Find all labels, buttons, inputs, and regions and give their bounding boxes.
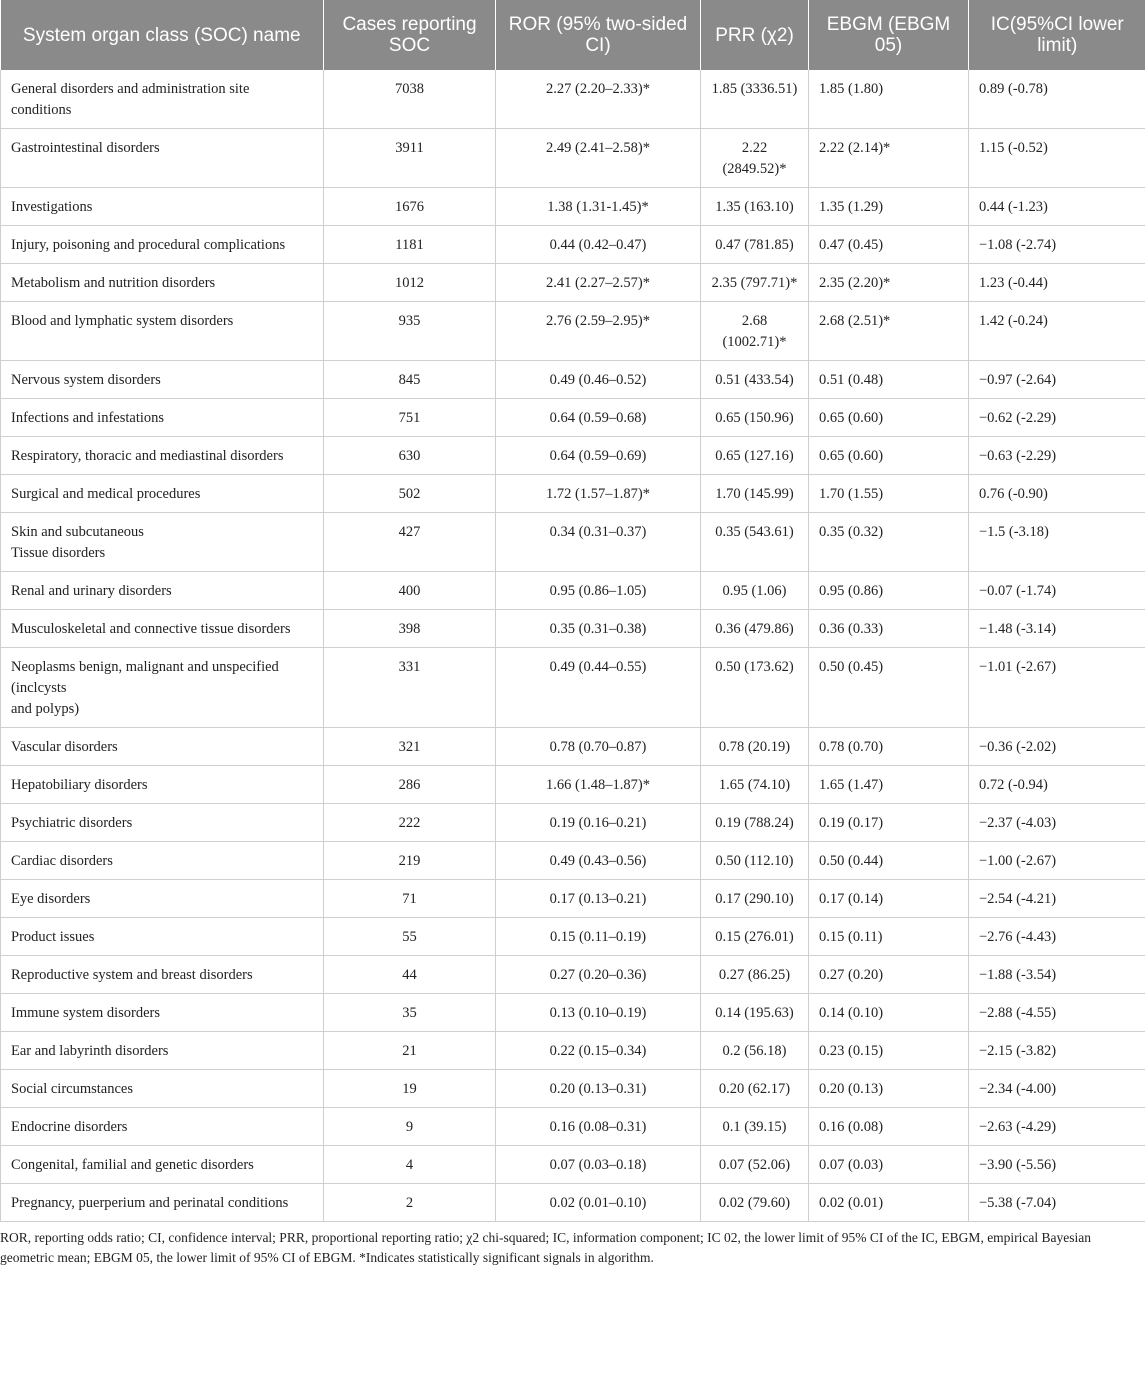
ror-cell: 0.20 (0.13–0.31): [496, 1070, 701, 1108]
ebgm-cell: 0.78 (0.70): [809, 728, 969, 766]
prr-cell: 0.95 (1.06): [701, 572, 809, 610]
ebgm-cell: 0.14 (0.10): [809, 994, 969, 1032]
ebgm-cell: 0.20 (0.13): [809, 1070, 969, 1108]
soc-cell: Immune system disorders: [1, 994, 324, 1032]
prr-cell: 0.1 (39.15): [701, 1108, 809, 1146]
soc-cell: Blood and lymphatic system disorders: [1, 302, 324, 361]
ic-cell: −2.88 (-4.55): [969, 994, 1145, 1032]
cases-cell: 751: [324, 399, 496, 437]
ror-cell: 0.49 (0.46–0.52): [496, 361, 701, 399]
table-row: [1, 766, 1145, 804]
soc-cell: Pregnancy, puerperium and perinatal conditions: [1, 1184, 324, 1222]
soc-cell: Surgical and medical procedures: [1, 475, 324, 513]
table-row: [1, 880, 1145, 918]
ror-cell: 0.22 (0.15–0.34): [496, 1032, 701, 1070]
cases-cell: 9: [324, 1108, 496, 1146]
table-row: [1, 129, 1145, 188]
table-row: [1, 226, 1145, 264]
table-footnote: ROR, reporting odds ratio; CI, confidence interval; PRR, proportional reporting ratio; χ2 chi-squared; IC, information component; IC 02, the lower limit of 95% CI of the IC, EBGM, empirical Bayesian geometric mean; EBGM 05, the lower limit of 95% CI of EBGM. *Indicates statistically significant signals in algorithm.: [0, 1230, 1092, 1265]
cases-cell: 2: [324, 1184, 496, 1222]
table-row: [1, 513, 1145, 572]
prr-cell: 0.15 (276.01): [701, 918, 809, 956]
prr-cell: 0.51 (433.54): [701, 361, 809, 399]
soc-cell: Metabolism and nutrition disorders: [1, 264, 324, 302]
ic-cell: −1.08 (-2.74): [969, 226, 1145, 264]
prr-cell: 0.78 (20.19): [701, 728, 809, 766]
cases-cell: 398: [324, 610, 496, 648]
ebgm-cell: 2.22 (2.14)*: [809, 129, 969, 188]
cases-cell: 21: [324, 1032, 496, 1070]
soc-cell: Musculoskeletal and connective tissue disorders: [1, 610, 324, 648]
cases-cell: 7038: [324, 70, 496, 129]
table-row: [1, 399, 1145, 437]
table-row: [1, 1032, 1145, 1070]
table-row: [1, 437, 1145, 475]
ror-cell: 0.64 (0.59–0.69): [496, 437, 701, 475]
soc-cell: Ear and labyrinth disorders: [1, 1032, 324, 1070]
ebgm-cell: 0.16 (0.08): [809, 1108, 969, 1146]
ror-cell: 0.34 (0.31–0.37): [496, 513, 701, 572]
ebgm-cell: 1.35 (1.29): [809, 188, 969, 226]
ic-cell: −2.54 (-4.21): [969, 880, 1145, 918]
ic-cell: −0.63 (-2.29): [969, 437, 1145, 475]
table-row: [1, 610, 1145, 648]
table-row: [1, 918, 1145, 956]
table-row: [1, 475, 1145, 513]
ror-cell: 0.02 (0.01–0.10): [496, 1184, 701, 1222]
ebgm-cell: 0.36 (0.33): [809, 610, 969, 648]
prr-cell: 0.17 (290.10): [701, 880, 809, 918]
cases-cell: 286: [324, 766, 496, 804]
prr-cell: 2.35 (797.71)*: [701, 264, 809, 302]
ebgm-cell: 0.47 (0.45): [809, 226, 969, 264]
cases-cell: 935: [324, 302, 496, 361]
ebgm-cell: 2.35 (2.20)*: [809, 264, 969, 302]
ebgm-cell: 0.50 (0.44): [809, 842, 969, 880]
ebgm-cell: 1.65 (1.47): [809, 766, 969, 804]
ic-cell: 1.23 (-0.44): [969, 264, 1145, 302]
ebgm-cell: 0.50 (0.45): [809, 648, 969, 728]
prr-cell: 0.02 (79.60): [701, 1184, 809, 1222]
ror-cell: 2.41 (2.27–2.57)*: [496, 264, 701, 302]
cases-cell: 1181: [324, 226, 496, 264]
ebgm-cell: 0.65 (0.60): [809, 437, 969, 475]
header-row: [1, 0, 1145, 70]
soc-cell: Infections and infestations: [1, 399, 324, 437]
table-row: [1, 842, 1145, 880]
soc-cell: Skin and subcutaneous Tissue disorders: [1, 513, 324, 572]
cases-cell: 1676: [324, 188, 496, 226]
prr-cell: 1.85 (3336.51): [701, 70, 809, 129]
table-row: [1, 956, 1145, 994]
cases-cell: 4: [324, 1146, 496, 1184]
ror-cell: 1.66 (1.48–1.87)*: [496, 766, 701, 804]
ebgm-cell: 0.27 (0.20): [809, 956, 969, 994]
ror-cell: 0.44 (0.42–0.47): [496, 226, 701, 264]
ic-cell: 0.76 (-0.90): [969, 475, 1145, 513]
cases-cell: 222: [324, 804, 496, 842]
ic-cell: −5.38 (-7.04): [969, 1184, 1145, 1222]
ror-cell: 0.95 (0.86–1.05): [496, 572, 701, 610]
ebgm-cell: 0.65 (0.60): [809, 399, 969, 437]
ror-cell: 0.07 (0.03–0.18): [496, 1146, 701, 1184]
ic-cell: −2.76 (-4.43): [969, 918, 1145, 956]
ebgm-cell: 0.17 (0.14): [809, 880, 969, 918]
prr-cell: 1.35 (163.10): [701, 188, 809, 226]
cases-cell: 219: [324, 842, 496, 880]
soc-cell: Renal and urinary disorders: [1, 572, 324, 610]
ebgm-cell: 1.70 (1.55): [809, 475, 969, 513]
table-row: [1, 188, 1145, 226]
ror-cell: 1.38 (1.31-1.45)*: [496, 188, 701, 226]
ror-cell: 0.27 (0.20–0.36): [496, 956, 701, 994]
ic-cell: −1.01 (-2.67): [969, 648, 1145, 728]
ic-cell: −0.07 (-1.74): [969, 572, 1145, 610]
soc-cell: Eye disorders: [1, 880, 324, 918]
ebgm-cell: 0.02 (0.01): [809, 1184, 969, 1222]
ic-cell: −1.88 (-3.54): [969, 956, 1145, 994]
soc-cell: Social circumstances: [1, 1070, 324, 1108]
ebgm-cell: 0.07 (0.03): [809, 1146, 969, 1184]
ror-cell: 0.19 (0.16–0.21): [496, 804, 701, 842]
ror-cell: 0.16 (0.08–0.31): [496, 1108, 701, 1146]
soc-cell: Investigations: [1, 188, 324, 226]
soc-cell: Respiratory, thoracic and mediastinal disorders: [1, 437, 324, 475]
ebgm-cell: 0.95 (0.86): [809, 572, 969, 610]
soc-cell: General disorders and administration site conditions: [1, 70, 324, 129]
ror-cell: 0.64 (0.59–0.68): [496, 399, 701, 437]
ic-cell: 1.15 (-0.52): [969, 129, 1145, 188]
table-row: [1, 1184, 1145, 1222]
header-ic: IC(95%CI lower limit): [969, 0, 1145, 70]
header-prr: PRR (χ2): [701, 0, 809, 70]
cases-cell: 630: [324, 437, 496, 475]
cases-cell: 427: [324, 513, 496, 572]
ebgm-cell: 0.15 (0.11): [809, 918, 969, 956]
ic-cell: 0.89 (-0.78): [969, 70, 1145, 129]
header-cases: Cases reporting SOC: [324, 0, 496, 70]
header-ebgm: EBGM (EBGM 05): [809, 0, 969, 70]
ebgm-cell: 2.68 (2.51)*: [809, 302, 969, 361]
table-header: [1, 0, 1145, 70]
prr-cell: 0.65 (150.96): [701, 399, 809, 437]
soc-cell: Gastrointestinal disorders: [1, 129, 324, 188]
table-row: [1, 361, 1145, 399]
prr-cell: 0.50 (173.62): [701, 648, 809, 728]
cases-cell: 1012: [324, 264, 496, 302]
table-row: [1, 70, 1145, 129]
soc-cell: Hepatobiliary disorders: [1, 766, 324, 804]
prr-cell: 0.36 (479.86): [701, 610, 809, 648]
cases-cell: 19: [324, 1070, 496, 1108]
ic-cell: −2.37 (-4.03): [969, 804, 1145, 842]
ic-cell: −3.90 (-5.56): [969, 1146, 1145, 1184]
soc-cell: Nervous system disorders: [1, 361, 324, 399]
ic-cell: −1.00 (-2.67): [969, 842, 1145, 880]
prr-cell: 0.19 (788.24): [701, 804, 809, 842]
prr-cell: 0.47 (781.85): [701, 226, 809, 264]
ror-cell: 1.72 (1.57–1.87)*: [496, 475, 701, 513]
ebgm-cell: 0.51 (0.48): [809, 361, 969, 399]
header-soc: System organ class (SOC) name: [1, 0, 324, 70]
ic-cell: −2.15 (-3.82): [969, 1032, 1145, 1070]
soc-cell: Injury, poisoning and procedural complications: [1, 226, 324, 264]
cases-cell: 845: [324, 361, 496, 399]
cases-cell: 331: [324, 648, 496, 728]
ic-cell: 0.72 (-0.94): [969, 766, 1145, 804]
ror-cell: 0.78 (0.70–0.87): [496, 728, 701, 766]
prr-cell: 0.27 (86.25): [701, 956, 809, 994]
ror-cell: 0.35 (0.31–0.38): [496, 610, 701, 648]
prr-cell: 2.68 (1002.71)*: [701, 302, 809, 361]
ebgm-cell: 0.19 (0.17): [809, 804, 969, 842]
soc-cell: Vascular disorders: [1, 728, 324, 766]
cases-cell: 3911: [324, 129, 496, 188]
prr-cell: 0.2 (56.18): [701, 1032, 809, 1070]
ic-cell: −2.63 (-4.29): [969, 1108, 1145, 1146]
soc-cell: Product issues: [1, 918, 324, 956]
cases-cell: 44: [324, 956, 496, 994]
cases-cell: 400: [324, 572, 496, 610]
ic-cell: −0.97 (-2.64): [969, 361, 1145, 399]
table-row: [1, 1070, 1145, 1108]
table-row: [1, 994, 1145, 1032]
prr-cell: 0.65 (127.16): [701, 437, 809, 475]
ic-cell: −1.5 (-3.18): [969, 513, 1145, 572]
soc-cell: Neoplasms benign, malignant and unspecified (inclcysts and polyps): [1, 648, 324, 728]
prr-cell: 2.22 (2849.52)*: [701, 129, 809, 188]
table-row: [1, 572, 1145, 610]
ror-cell: 0.49 (0.43–0.56): [496, 842, 701, 880]
ror-cell: 2.76 (2.59–2.95)*: [496, 302, 701, 361]
prr-cell: 0.35 (543.61): [701, 513, 809, 572]
ror-cell: 0.15 (0.11–0.19): [496, 918, 701, 956]
ror-cell: 0.13 (0.10–0.19): [496, 994, 701, 1032]
header-ror: ROR (95% two-sided CI): [496, 0, 701, 70]
table-row: [1, 648, 1145, 728]
ebgm-cell: 0.35 (0.32): [809, 513, 969, 572]
prr-cell: 1.65 (74.10): [701, 766, 809, 804]
cases-cell: 321: [324, 728, 496, 766]
cases-cell: 35: [324, 994, 496, 1032]
prr-cell: 0.50 (112.10): [701, 842, 809, 880]
ic-cell: −2.34 (-4.00): [969, 1070, 1145, 1108]
soc-cell: Psychiatric disorders: [1, 804, 324, 842]
soc-cell: Congenital, familial and genetic disorders: [1, 1146, 324, 1184]
ebgm-cell: 0.23 (0.15): [809, 1032, 969, 1070]
table-row: [1, 1146, 1145, 1184]
cases-cell: 502: [324, 475, 496, 513]
soc-cell: Reproductive system and breast disorders: [1, 956, 324, 994]
prr-cell: 0.07 (52.06): [701, 1146, 809, 1184]
ic-cell: 0.44 (-1.23): [969, 188, 1145, 226]
ror-cell: 0.49 (0.44–0.55): [496, 648, 701, 728]
cases-cell: 55: [324, 918, 496, 956]
table-row: [1, 1108, 1145, 1146]
table-row: [1, 264, 1145, 302]
table-body: [1, 70, 1145, 1222]
prr-cell: 0.20 (62.17): [701, 1070, 809, 1108]
ic-cell: −0.36 (-2.02): [969, 728, 1145, 766]
table-row: [1, 804, 1145, 842]
soc-cell: Endocrine disorders: [1, 1108, 324, 1146]
ic-cell: 1.42 (-0.24): [969, 302, 1145, 361]
ic-cell: −0.62 (-2.29): [969, 399, 1145, 437]
ror-cell: 0.17 (0.13–0.21): [496, 880, 701, 918]
ror-cell: 2.49 (2.41–2.58)*: [496, 129, 701, 188]
ror-cell: 2.27 (2.20–2.33)*: [496, 70, 701, 129]
cases-cell: 71: [324, 880, 496, 918]
prr-cell: 0.14 (195.63): [701, 994, 809, 1032]
ebgm-cell: 1.85 (1.80): [809, 70, 969, 129]
prr-cell: 1.70 (145.99): [701, 475, 809, 513]
table-row: [1, 728, 1145, 766]
ic-cell: −1.48 (-3.14): [969, 610, 1145, 648]
soc-cell: Cardiac disorders: [1, 842, 324, 880]
table-row: [1, 302, 1145, 361]
